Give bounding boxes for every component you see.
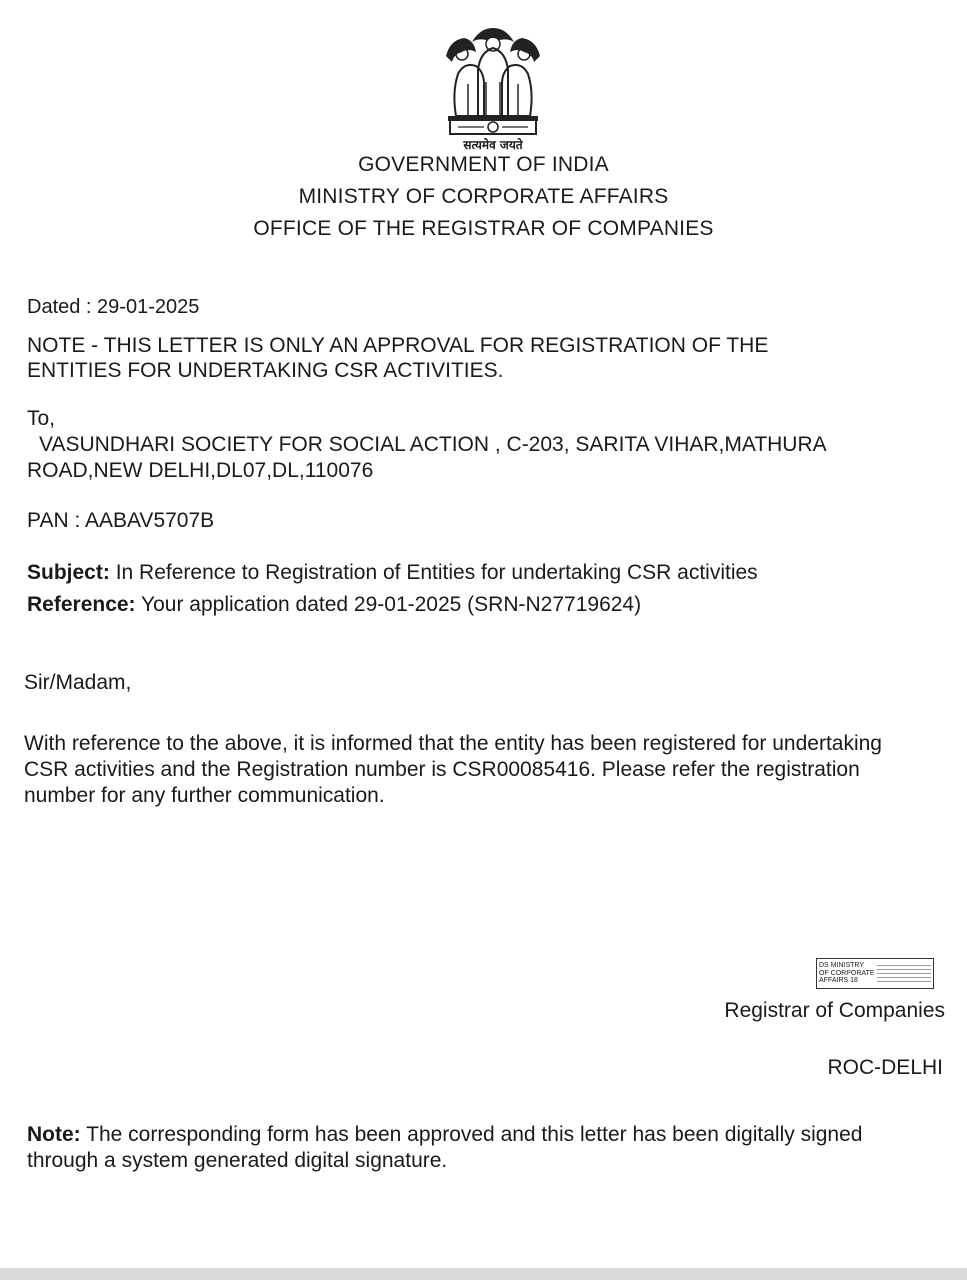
- approval-note-line1: NOTE - THIS LETTER IS ONLY AN APPROVAL FOR REGISTRATION OF THE: [27, 334, 769, 357]
- reference-text: Your application dated 29-01-2025 (SRN-N27719624): [141, 593, 642, 616]
- subject-label: Subject:: [27, 561, 110, 584]
- header-ministry: MINISTRY OF CORPORATE AFFAIRS: [298, 185, 669, 208]
- header-office: OFFICE OF THE REGISTRAR OF COMPANIES: [253, 217, 714, 240]
- header-government: GOVERNMENT OF INDIA: [358, 153, 609, 176]
- body-line2: CSR activities and the Registration number is CSR00085416. Please refer the registration: [24, 758, 860, 781]
- approval-note-line2: ENTITIES FOR UNDERTAKING CSR ACTIVITIES.: [27, 359, 504, 382]
- page-bottom-edge: [0, 1268, 967, 1280]
- national-emblem-icon: [428, 22, 558, 152]
- salutation: Sir/Madam,: [24, 671, 132, 694]
- footer-note-line2: through a system generated digital signature.: [27, 1149, 448, 1172]
- body-line3: number for any further communication.: [24, 784, 385, 807]
- letter-date: Dated : 29-01-2025: [27, 296, 200, 318]
- footer-note-label: Note:: [27, 1123, 81, 1146]
- signatory-title: Registrar of Companies: [724, 999, 945, 1022]
- footer-note-line1: [27, 1122, 862, 1148]
- subject-line: [27, 560, 758, 586]
- footer-note-text: The corresponding form has been approved and this letter has been digitally signed: [86, 1123, 863, 1146]
- reference-label: Reference:: [27, 593, 136, 616]
- digital-signature-stamp: [816, 958, 934, 989]
- signatory-office: ROC-DELHI: [827, 1056, 943, 1079]
- to-label: To,: [27, 407, 56, 430]
- address-line1: VASUNDHARI SOCIETY FOR SOCIAL ACTION , C-203, SARITA VIHAR,MATHURA: [39, 433, 827, 456]
- pan-number: PAN : AABAV5707B: [27, 509, 215, 532]
- signature-detail-lines: [877, 965, 931, 985]
- body-line1: With reference to the above, it is informed that the entity has been registered for undertaking: [24, 732, 882, 755]
- signature-stamp-text: DS MINISTRY OF CORPORATE AFFAIRS 18: [819, 962, 875, 984]
- address-line2: ROAD,NEW DELHI,DL07,DL,110076: [27, 459, 374, 482]
- emblem-motto: सत्यमेव जयते: [463, 138, 523, 152]
- subject-text: In Reference to Registration of Entities for undertaking CSR activities: [115, 561, 758, 584]
- reference-line: [27, 592, 641, 618]
